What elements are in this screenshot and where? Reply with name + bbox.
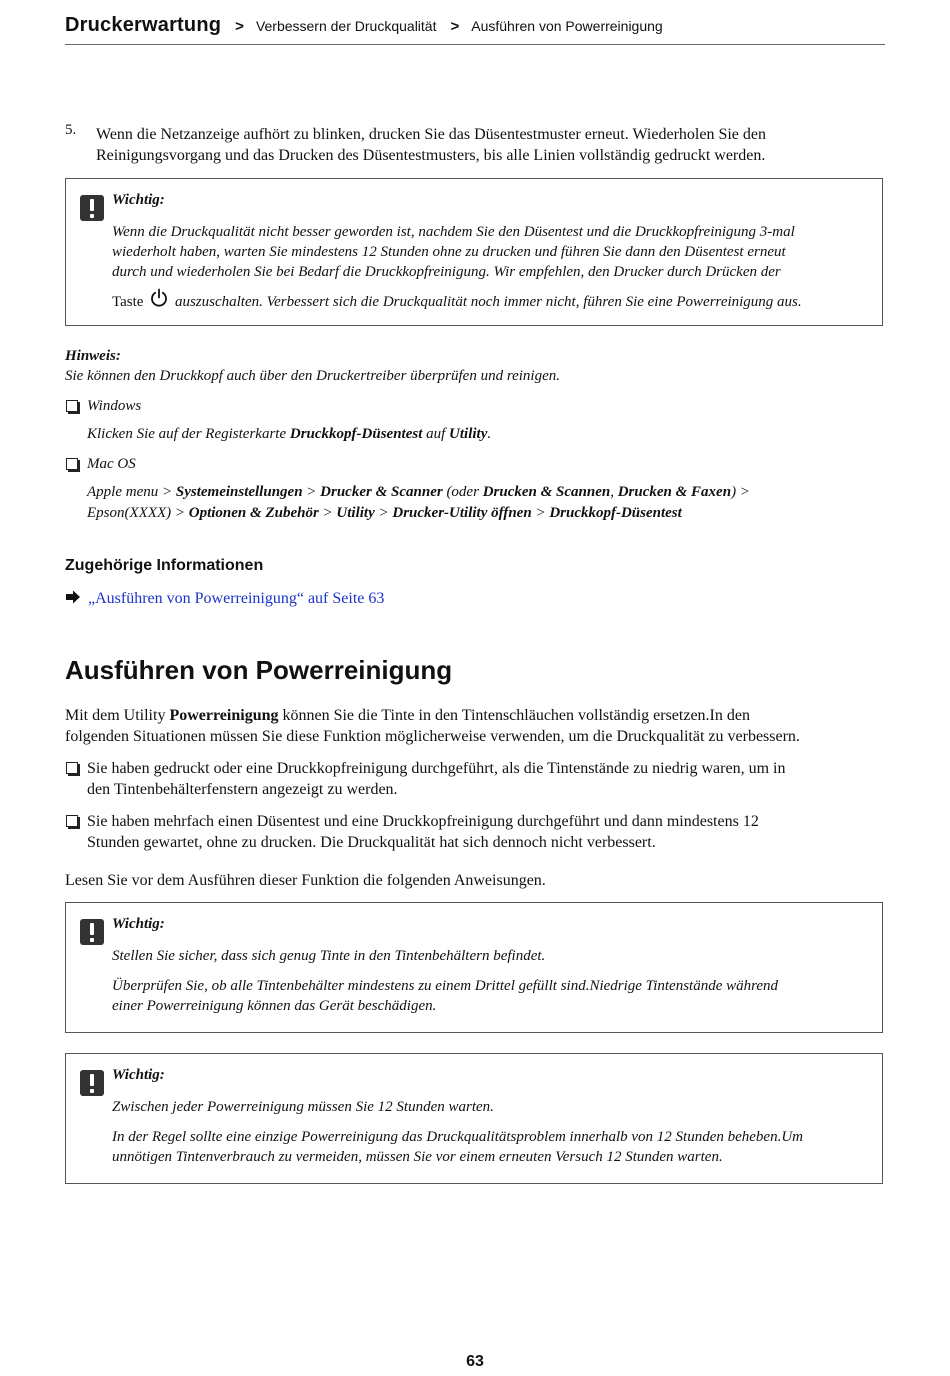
important-1-line-1: Wenn die Druckqualität nicht besser geworden ist, nachdem Sie den Düsentest und die Druckkopfreinigung 3-mal	[112, 224, 795, 240]
important-2-p2	[112, 976, 872, 1016]
step-5-line-1: Wenn die Netzanzeige aufhört zu blinken, drucken Sie das Düsentestmuster erneut. Wiederholen Sie den	[96, 126, 766, 143]
warning-icon	[80, 919, 104, 945]
intro-post: können Sie die Tinte in den Tintenschläuchen vollständig ersetzen.In den	[282, 707, 750, 724]
mac-menu-item: Druckkopf-Düsentest	[549, 505, 682, 521]
breadcrumb-separator: >	[450, 18, 460, 35]
mac-text: >	[306, 484, 317, 500]
mac-label: Mac OS	[87, 456, 136, 472]
windows-pre: Klicken Sie auf der Registerkarte	[87, 426, 287, 442]
section-intro-line-2: folgenden Situationen müssen Sie diese Funktion möglicherweise verwenden, um die Druckqualität zu verbessern.	[65, 728, 800, 745]
checkbox-bullet-icon	[66, 762, 78, 774]
windows-instruction	[87, 424, 491, 445]
intro-utility-name: Powerreinigung	[169, 707, 279, 724]
breadcrumb	[65, 14, 663, 37]
important-2-p1: Stellen Sie sicher, dass sich genug Tinte in den Tintenbehältern befindet.	[112, 948, 546, 964]
important-1-line-4-text: auszuschalten. Verbessert sich die Druckqualität noch immer nicht, führen Sie eine Powerreinigung aus.	[174, 294, 802, 310]
important-3-p1: Zwischen jeder Powerreinigung müssen Sie 12 Stunden warten.	[112, 1099, 494, 1115]
mac-menu-item: Drucker-Utility öffnen	[392, 505, 532, 521]
mac-menu-item: Drucken & Scannen	[482, 484, 611, 500]
mac-menu-item: Optionen & Zubehör	[188, 505, 319, 521]
mac-instruction	[87, 482, 877, 524]
mac-menu-item: Utility	[336, 505, 375, 521]
page-header	[65, 12, 885, 45]
warning-icon	[80, 1070, 104, 1096]
mac-text: >	[535, 505, 546, 521]
mac-menu-item: Drucken & Faxen	[617, 484, 732, 500]
important-3-p2-line-1: In der Regel sollte eine einzige Powerreinigung das Druckqualitätsproblem innerhalb von 12 Stunden beheben.Um	[112, 1129, 803, 1145]
windows-tab-name: Druckkopf-Düsentest	[289, 426, 423, 442]
mac-text: (oder	[446, 484, 479, 500]
situation-2-line-2: Stunden gewartet, ohne zu drucken. Die Druckqualität hat sich dennoch nicht verbessert.	[87, 834, 656, 851]
breadcrumb-separator: >	[235, 18, 244, 35]
mac-text: Epson(XXXX) >	[87, 505, 186, 521]
warning-icon	[80, 195, 104, 221]
mac-text: ,	[610, 484, 614, 500]
situation-1-line-1: Sie haben gedruckt oder eine Druckkopfreinigung durchgeführt, als die Tintenstände zu niedrig waren, um in	[87, 760, 786, 777]
step-5-line-2: Reinigungsvorgang und das Drucken des Düsentestmusters, bis alle Linien vollständig gedruckt werden.	[96, 147, 766, 164]
checkbox-bullet-icon	[66, 458, 78, 470]
mac-menu-item: Drucker & Scanner	[320, 484, 443, 500]
step-5-text	[96, 124, 886, 166]
note-text: Sie können den Druckkopf auch über den Druckertreiber überprüfen und reinigen.	[65, 368, 561, 384]
important-3-p2-line-2: unnötigen Tintenverbrauch zu vermeiden, müssen Sie vor einem erneuten Versuch 12 Stunden warten.	[112, 1149, 723, 1165]
situation-2-line-1: Sie haben mehrfach einen Düsentest und eine Druckkopfreinigung durchgeführt und dann mindestens 12	[87, 813, 759, 830]
mac-text: >	[378, 505, 389, 521]
section-title: Ausführen von Powerreinigung	[65, 655, 453, 685]
read-first-text: Lesen Sie vor dem Ausführen dieser Funktion die folgenden Anweisungen.	[65, 872, 546, 889]
important-1-line-2: wiederholt haben, warten Sie mindestens 12 Stunden ohne zu drucken und führen Sie dann den Düsentest erneut	[112, 244, 786, 260]
taste-label: Taste	[112, 294, 144, 310]
windows-mid: auf	[426, 426, 446, 442]
mac-text: >	[322, 505, 333, 521]
page-number: 63	[466, 1353, 484, 1370]
important-title: Wichtig:	[112, 916, 165, 932]
mac-menu-item: Systemeinstellungen	[175, 484, 303, 500]
important-1-text	[112, 222, 872, 312]
section-intro-line-1	[65, 705, 887, 726]
important-2-p2-line-1: Überprüfen Sie, ob alle Tintenbehälter mindestens zu einem Drittel gefüllt sind.Niedrige Tintenstände während	[112, 978, 779, 994]
windows-target: Utility	[449, 426, 488, 442]
chapter-title: Druckerwartung	[65, 14, 222, 36]
arrow-right-icon	[65, 590, 81, 604]
important-1-line-4	[112, 288, 872, 312]
section-intro	[65, 705, 887, 747]
important-box-2	[65, 902, 883, 1033]
important-box-3	[65, 1053, 883, 1184]
breadcrumb-item-current: Ausführen von Powerreinigung	[471, 18, 663, 34]
step-number: 5.	[65, 122, 77, 138]
related-link[interactable]: „Ausführen von Powerreinigung“ auf Seite 63	[88, 590, 385, 607]
windows-label: Windows	[87, 398, 142, 414]
situation-1-text	[87, 758, 785, 800]
important-1-line-3: durch und wiederholen Sie bei Bedarf die Druckkopfreinigung. Wir empfehlen, den Drucker durch Drücken der	[112, 264, 781, 280]
mac-line-1	[87, 482, 877, 503]
windows-end: .	[487, 426, 492, 442]
mac-text: ) >	[731, 484, 750, 500]
important-2-p2-line-2: einer Powerreinigung können das Gerät beschädigen.	[112, 998, 437, 1014]
important-box-1	[65, 178, 883, 326]
important-title: Wichtig:	[112, 192, 165, 208]
related-info-title: Zugehörige Informationen	[65, 557, 264, 574]
important-3-p2	[112, 1127, 872, 1167]
mac-line-2	[87, 503, 877, 524]
power-icon	[149, 288, 169, 308]
mac-text: Apple menu >	[87, 484, 173, 500]
breadcrumb-item-section: Verbessern der Druckqualität	[255, 18, 437, 34]
situation-1-line-2: den Tintenbehälterfenstern angezeigt zu werden.	[87, 781, 398, 798]
note-title: Hinweis:	[65, 348, 121, 364]
intro-pre: Mit dem Utility	[65, 707, 166, 724]
checkbox-bullet-icon	[66, 815, 78, 827]
related-link-row[interactable]	[65, 588, 384, 609]
checkbox-bullet-icon	[66, 400, 78, 412]
important-title: Wichtig:	[112, 1067, 165, 1083]
situation-2-text	[87, 811, 759, 853]
